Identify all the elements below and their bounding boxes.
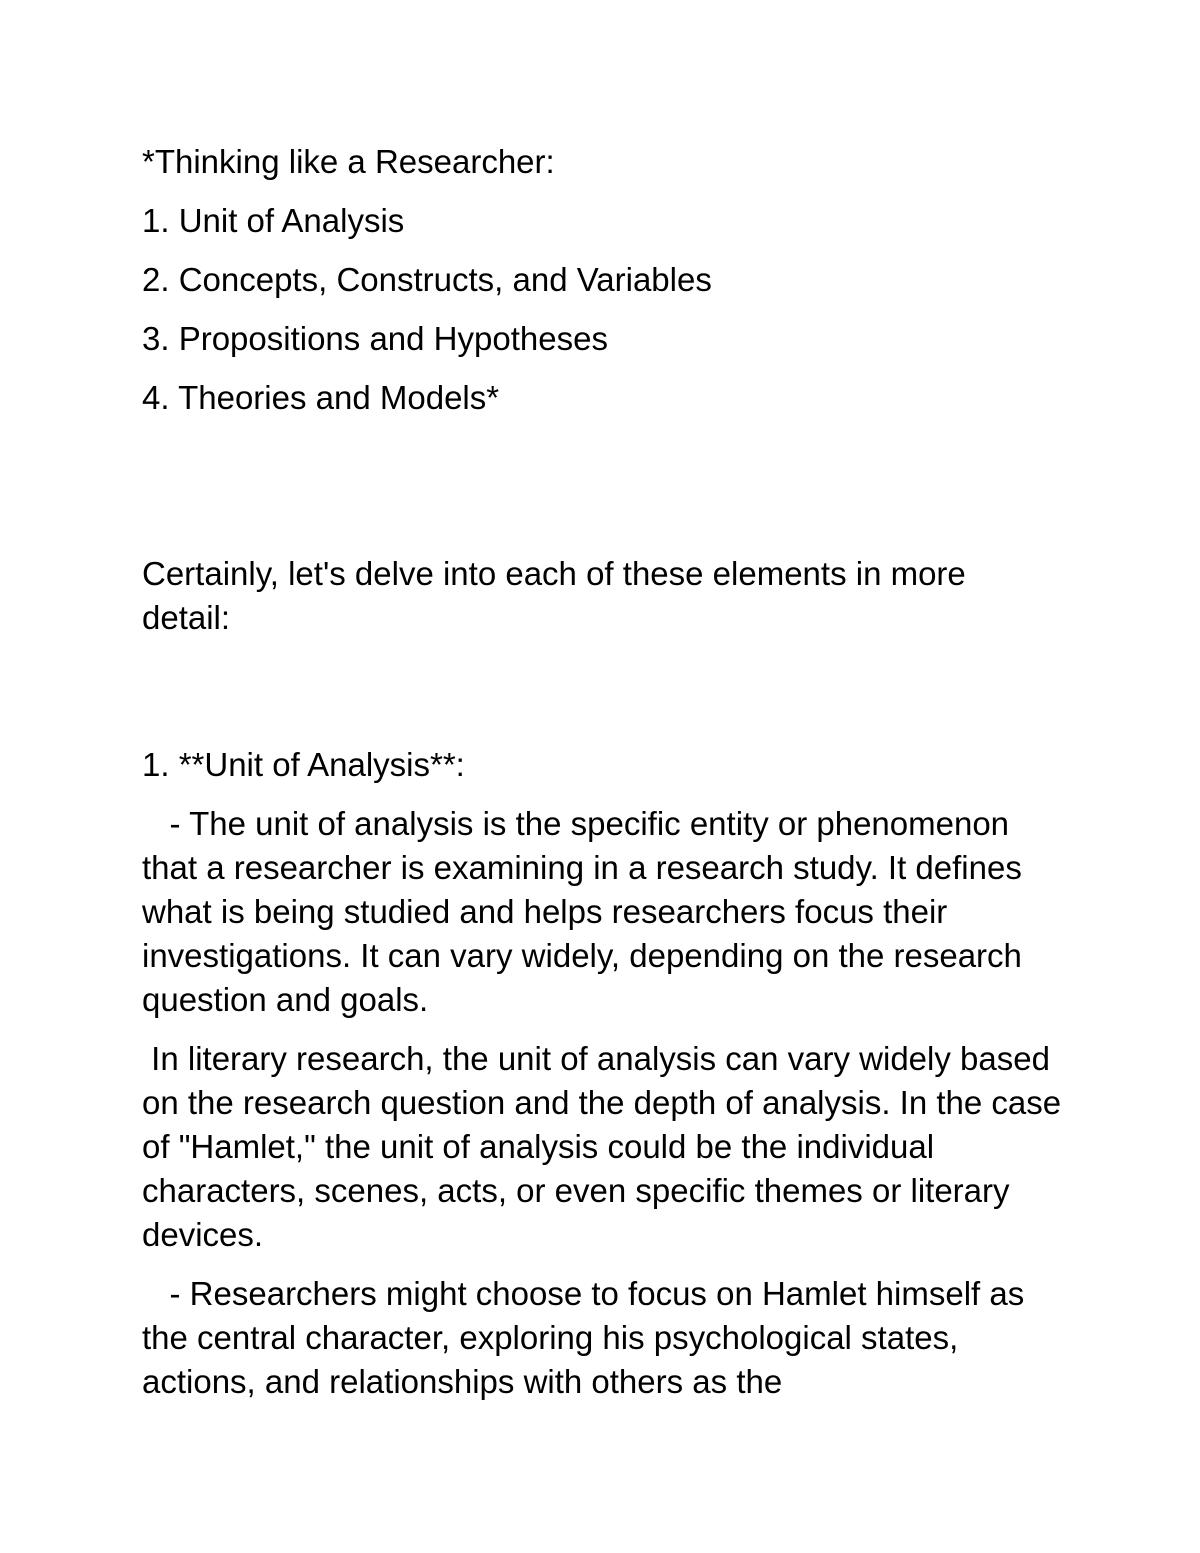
outline-item: 4. Theories and Models* [142, 379, 500, 416]
document-body [142, 140, 1071, 1419]
outline-item: 3. Propositions and Hypotheses [142, 320, 608, 357]
intro-paragraph: Certainly, let's delve into each of these elements in more detail: [142, 555, 975, 636]
section-title: 1. **Unit of Analysis**: [142, 746, 465, 783]
document-heading: *Thinking like a Researcher: [142, 143, 555, 180]
outline-item: 2. Concepts, Constructs, and Variables [142, 261, 712, 298]
body-paragraph: - The unit of analysis is the specific entity or phenomenon that a researcher is examining in a research study. It defines what is being studied and helps researchers focus their investigations. It can vary widely, depending on the research question and goals. [142, 805, 1032, 1018]
spacer [142, 435, 1062, 552]
outline-item: 1. Unit of Analysis [142, 202, 405, 239]
spacer [142, 655, 1062, 743]
body-paragraph: In literary research, the unit of analysis can vary widely based on the research question and the depth of analysis. In the case of "Hamlet," the unit of analysis could be the individual characters, scenes, acts, or even specific themes or literary devices. [142, 1040, 1071, 1253]
body-paragraph: - Researchers might choose to focus on Hamlet himself as the central character, exploring his psychological states, actions, and relationships with others as the [142, 1275, 1034, 1400]
outline-list [142, 199, 1062, 420]
